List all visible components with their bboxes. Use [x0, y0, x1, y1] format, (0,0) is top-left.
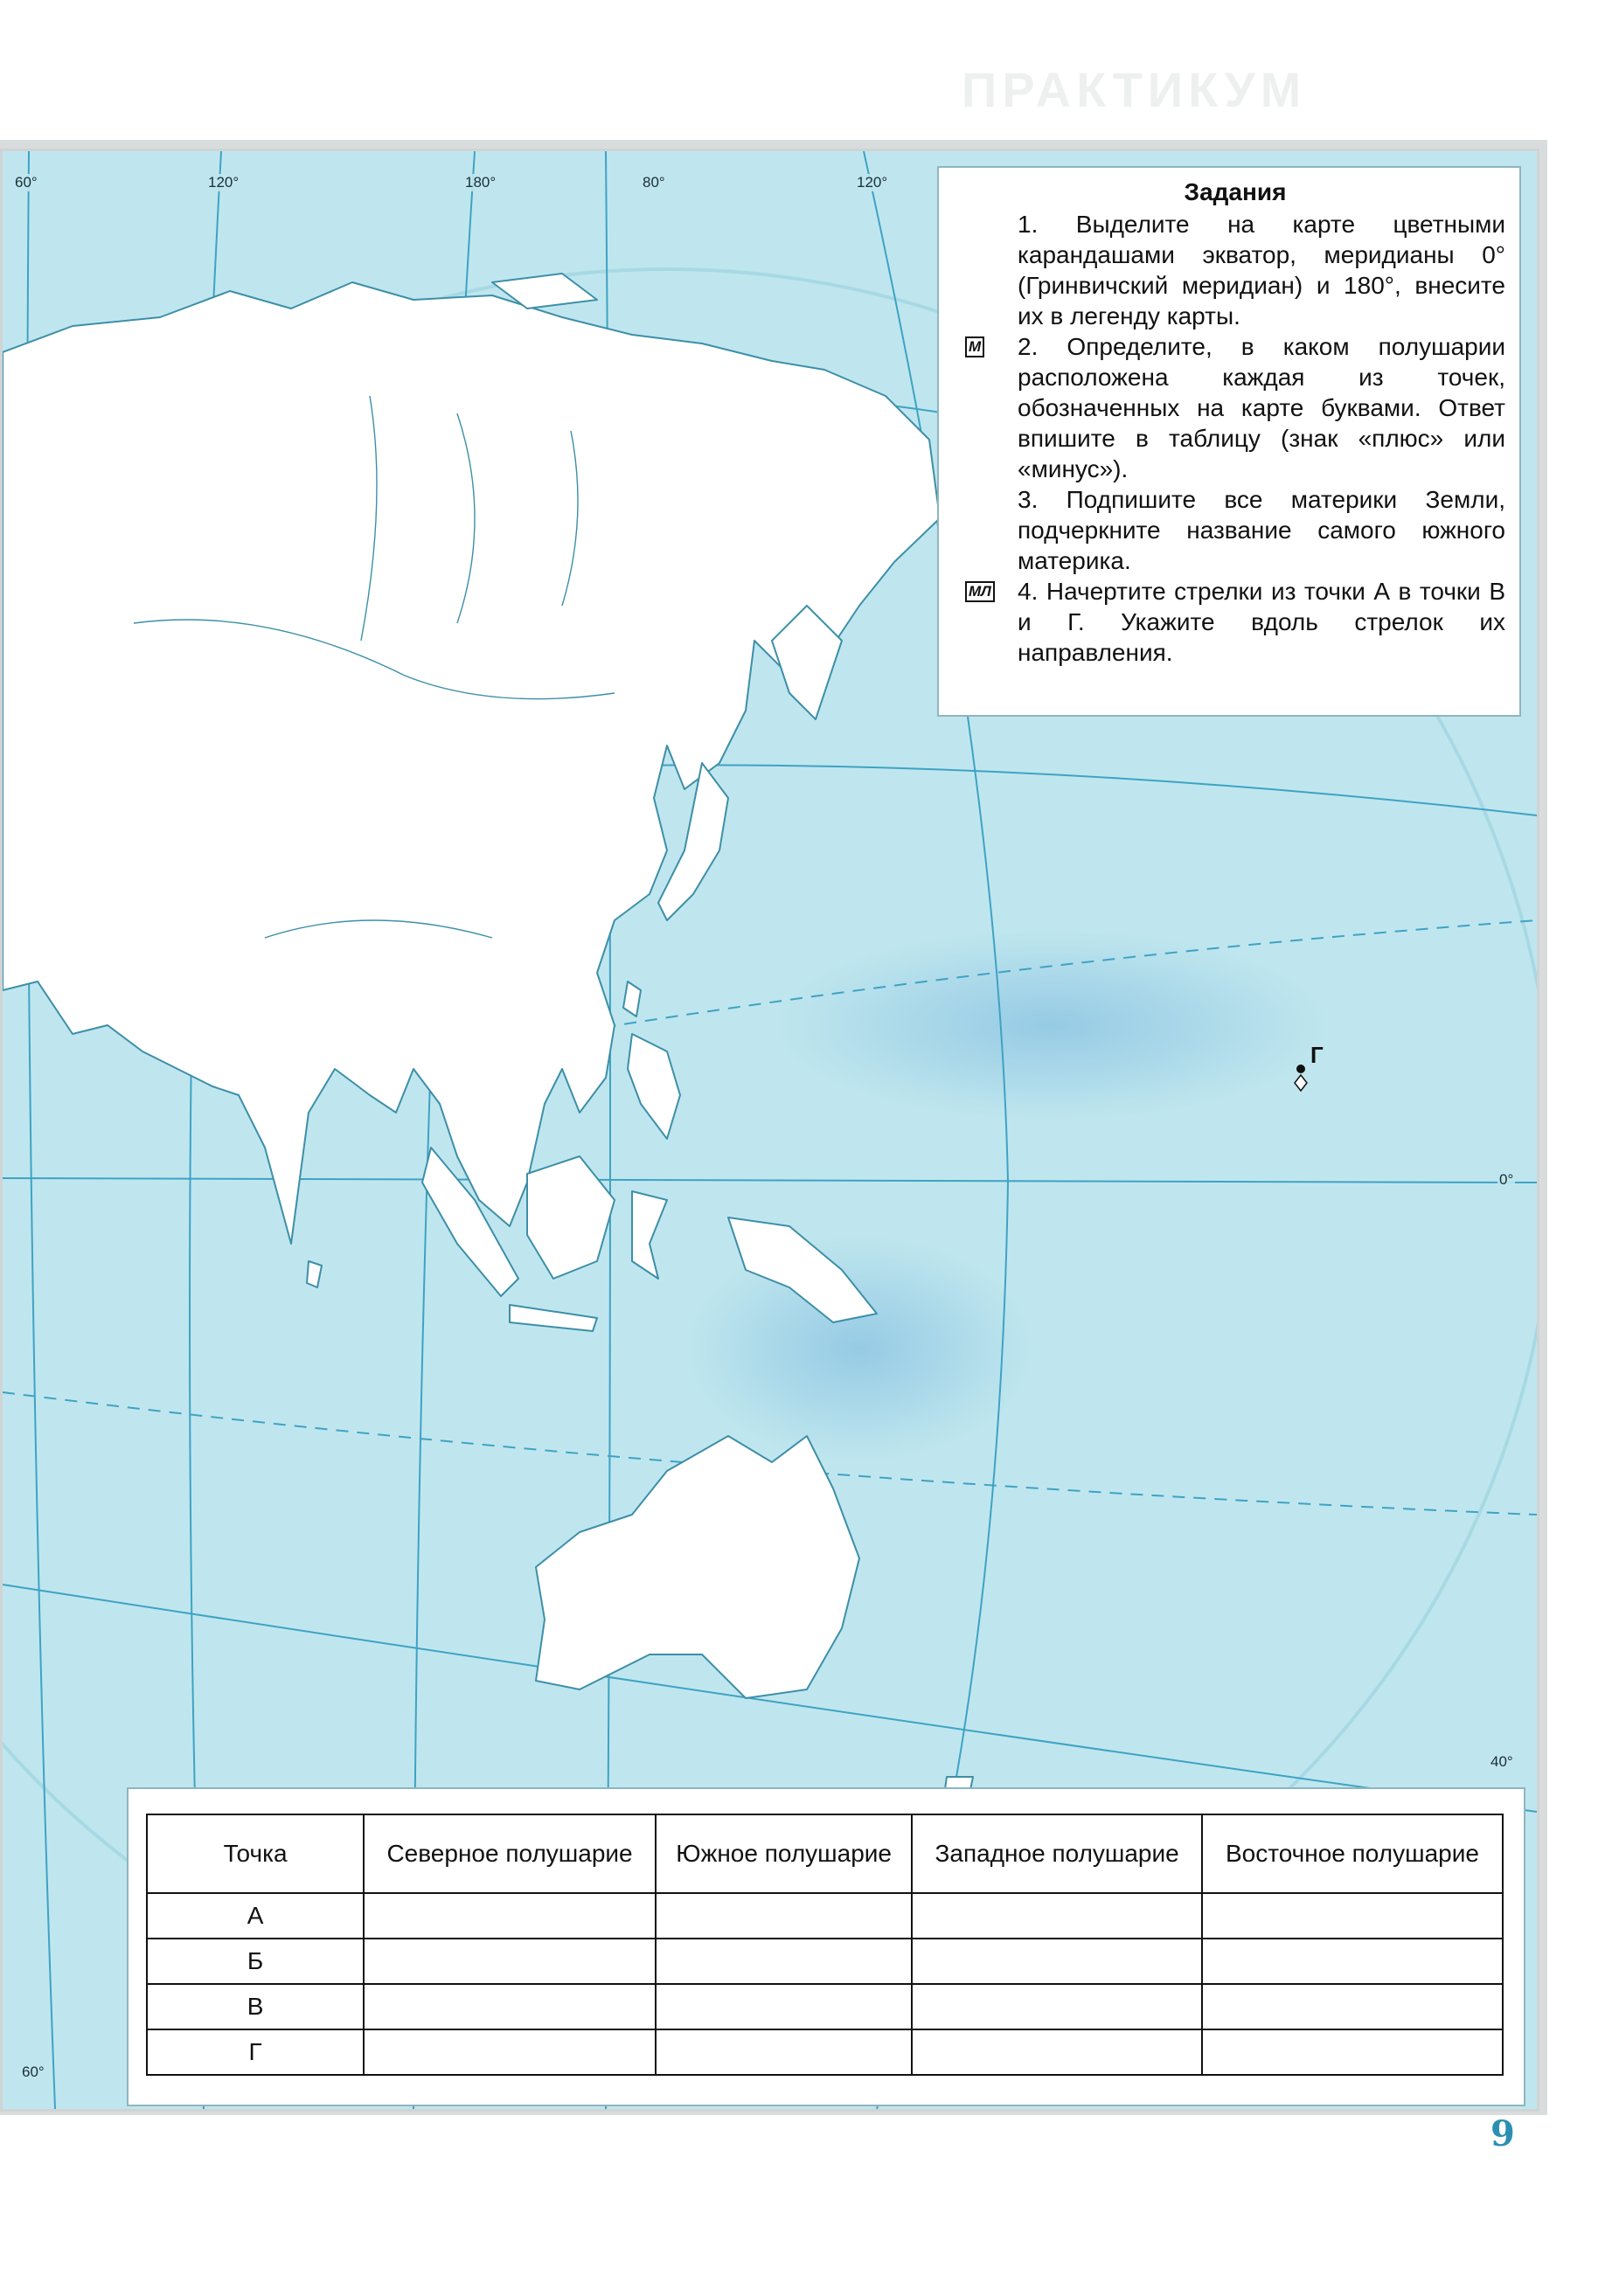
- deep-ocean-patch: [772, 929, 1331, 1121]
- task-item: [965, 576, 1505, 668]
- answer-table-panel: [127, 1787, 1525, 2106]
- answer-cell[interactable]: [364, 1984, 656, 2029]
- coord-label-lon-60: 60°: [15, 174, 38, 191]
- task-text: 1. Выделите на карте цветными карандашами экватор, меридианы 0° (Гринвичский меридиан) и 180°, внесите их в легенду карты.: [1018, 211, 1505, 329]
- row-label: Б: [147, 1939, 364, 1984]
- table-row: [147, 2029, 1503, 2075]
- answer-cell[interactable]: [912, 2029, 1202, 2075]
- task-marker-m-icon: М: [965, 336, 984, 357]
- answer-cell[interactable]: [656, 2029, 912, 2075]
- answer-cell[interactable]: [364, 1893, 656, 1939]
- header-point: Точка: [147, 1814, 364, 1893]
- answer-cell[interactable]: [364, 2029, 656, 2075]
- page-number: 9: [1490, 2113, 1515, 2154]
- header-west: Западное полушарие: [912, 1814, 1202, 1893]
- answer-cell[interactable]: [656, 1984, 912, 2029]
- table-row: [147, 1893, 1503, 1939]
- answer-cell[interactable]: [1202, 1939, 1503, 1984]
- answer-cell[interactable]: [912, 1893, 1202, 1939]
- row-label: В: [147, 1984, 364, 2029]
- philippines-islands: [628, 1034, 680, 1139]
- table-header-row: [147, 1814, 1503, 1893]
- coord-label-lat-60-bottom: 60°: [22, 2064, 45, 2080]
- deep-ocean-patch: [684, 1235, 1034, 1462]
- coord-label-lat-0: 0°: [1499, 1171, 1514, 1188]
- task-marker-ml-icon: МЛ: [965, 581, 995, 602]
- table-row: [147, 1939, 1503, 1984]
- tasks-title: Задания: [1184, 178, 1287, 205]
- task-text: 3. Подпишите все материки Земли, подчеркните название самого южного материка.: [1018, 486, 1505, 574]
- point-g-diamond: [1295, 1075, 1307, 1091]
- task-item: [965, 209, 1505, 331]
- answer-cell[interactable]: [656, 1893, 912, 1939]
- answer-cell[interactable]: [364, 1939, 656, 1984]
- java-island: [510, 1305, 597, 1331]
- answer-cell[interactable]: [1202, 1893, 1503, 1939]
- coord-label-lon-120-right: 120°: [857, 174, 888, 191]
- row-label: А: [147, 1893, 364, 1939]
- equator-line: [3, 1178, 1537, 1183]
- header-north: Северное полушарие: [364, 1814, 656, 1893]
- taiwan-island: [623, 982, 641, 1016]
- answer-cell[interactable]: [912, 1939, 1202, 1984]
- sri-lanka-island: [307, 1261, 322, 1287]
- eurasia-landmass: [3, 282, 940, 1244]
- answer-cell[interactable]: [1202, 2029, 1503, 2075]
- header-ghost-text: ПРАКТИКУМ: [962, 62, 1307, 117]
- row-label: Г: [147, 2029, 364, 2075]
- australia-landmass: [536, 1436, 859, 1698]
- answer-table: [146, 1814, 1504, 2076]
- task-text: 2. Определите, в каком полушарии расположена каждая из точек, обозначенных на карте буквами. Ответ впишите в таблицу (знак «плюс» или «минус»).: [1018, 333, 1505, 482]
- coord-label-lat-40: 40°: [1490, 1753, 1513, 1770]
- task-text: 4. Начертите стрелки из точки А в точки В и Г. Укажите вдоль стрелок их направления.: [1018, 578, 1505, 666]
- borneo-island: [527, 1156, 615, 1279]
- coord-label-lon-120-left: 120°: [208, 174, 240, 191]
- point-g-marker: [1296, 1065, 1305, 1073]
- task-item: [965, 484, 1505, 576]
- sulawesi-island: [632, 1191, 667, 1279]
- header-east: Восточное полушарие: [1202, 1814, 1503, 1893]
- answer-cell[interactable]: [656, 1939, 912, 1984]
- tasks-panel: [937, 166, 1521, 717]
- japan-island: [658, 763, 728, 920]
- coord-label-lon-80: 80°: [643, 174, 665, 191]
- table-row: [147, 1984, 1503, 2029]
- header-south: Южное полушарие: [656, 1814, 912, 1893]
- task-item: [965, 331, 1505, 484]
- answer-cell[interactable]: [1202, 1984, 1503, 2029]
- answer-cell[interactable]: [912, 1984, 1202, 2029]
- coord-label-lon-180: 180°: [465, 174, 497, 191]
- point-g-label: Г: [1310, 1042, 1324, 1068]
